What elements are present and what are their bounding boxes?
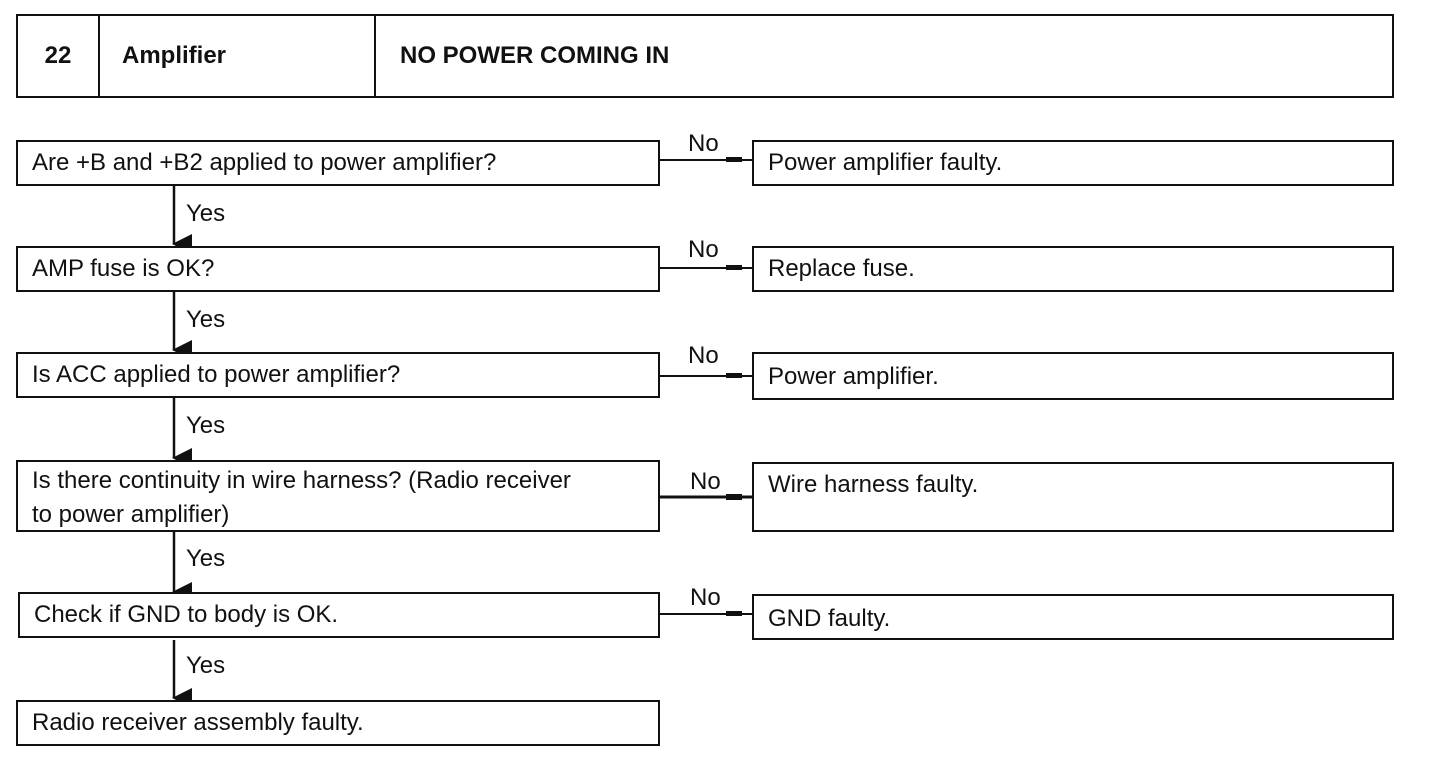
symptom-title: NO POWER COMING IN (400, 42, 670, 69)
result-box-4: Wire harness faulty. (752, 462, 1394, 532)
yes-label-2: Yes (186, 306, 226, 333)
question-box-2: AMP fuse is OK? (16, 246, 660, 292)
question-box-1: Are +B and +B2 applied to power amplifier? (16, 140, 660, 186)
result-box-2: Replace fuse. (752, 246, 1394, 292)
component-name: Amplifier (100, 16, 376, 96)
final-result-box: Radio receiver assembly faulty. (16, 700, 660, 746)
yes-label-1: Yes (186, 200, 226, 227)
yes-label-4: Yes (186, 545, 226, 572)
no-label-1: No (688, 130, 719, 157)
header-bar (16, 14, 1394, 98)
result-box-1: Power amplifier faulty. (752, 140, 1394, 186)
no-label-3: No (688, 342, 719, 369)
question-4-line-2: to power amplifier) (32, 501, 230, 528)
question-box-5: Check if GND to body is OK. (18, 592, 660, 638)
question-box-4 (16, 460, 660, 532)
yes-label-5: Yes (186, 652, 226, 679)
no-label-5: No (690, 584, 721, 611)
no-label-4: No (690, 468, 721, 495)
section-number: 22 (18, 16, 100, 96)
no-label-2: No (688, 236, 719, 263)
result-box-3: Power amplifier. (752, 352, 1394, 400)
result-box-5: GND faulty. (752, 594, 1394, 640)
question-box-3: Is ACC applied to power amplifier? (16, 352, 660, 398)
yes-label-3: Yes (186, 412, 226, 439)
question-4-line-1: Is there continuity in wire harness? (Radio receiver (32, 467, 571, 494)
